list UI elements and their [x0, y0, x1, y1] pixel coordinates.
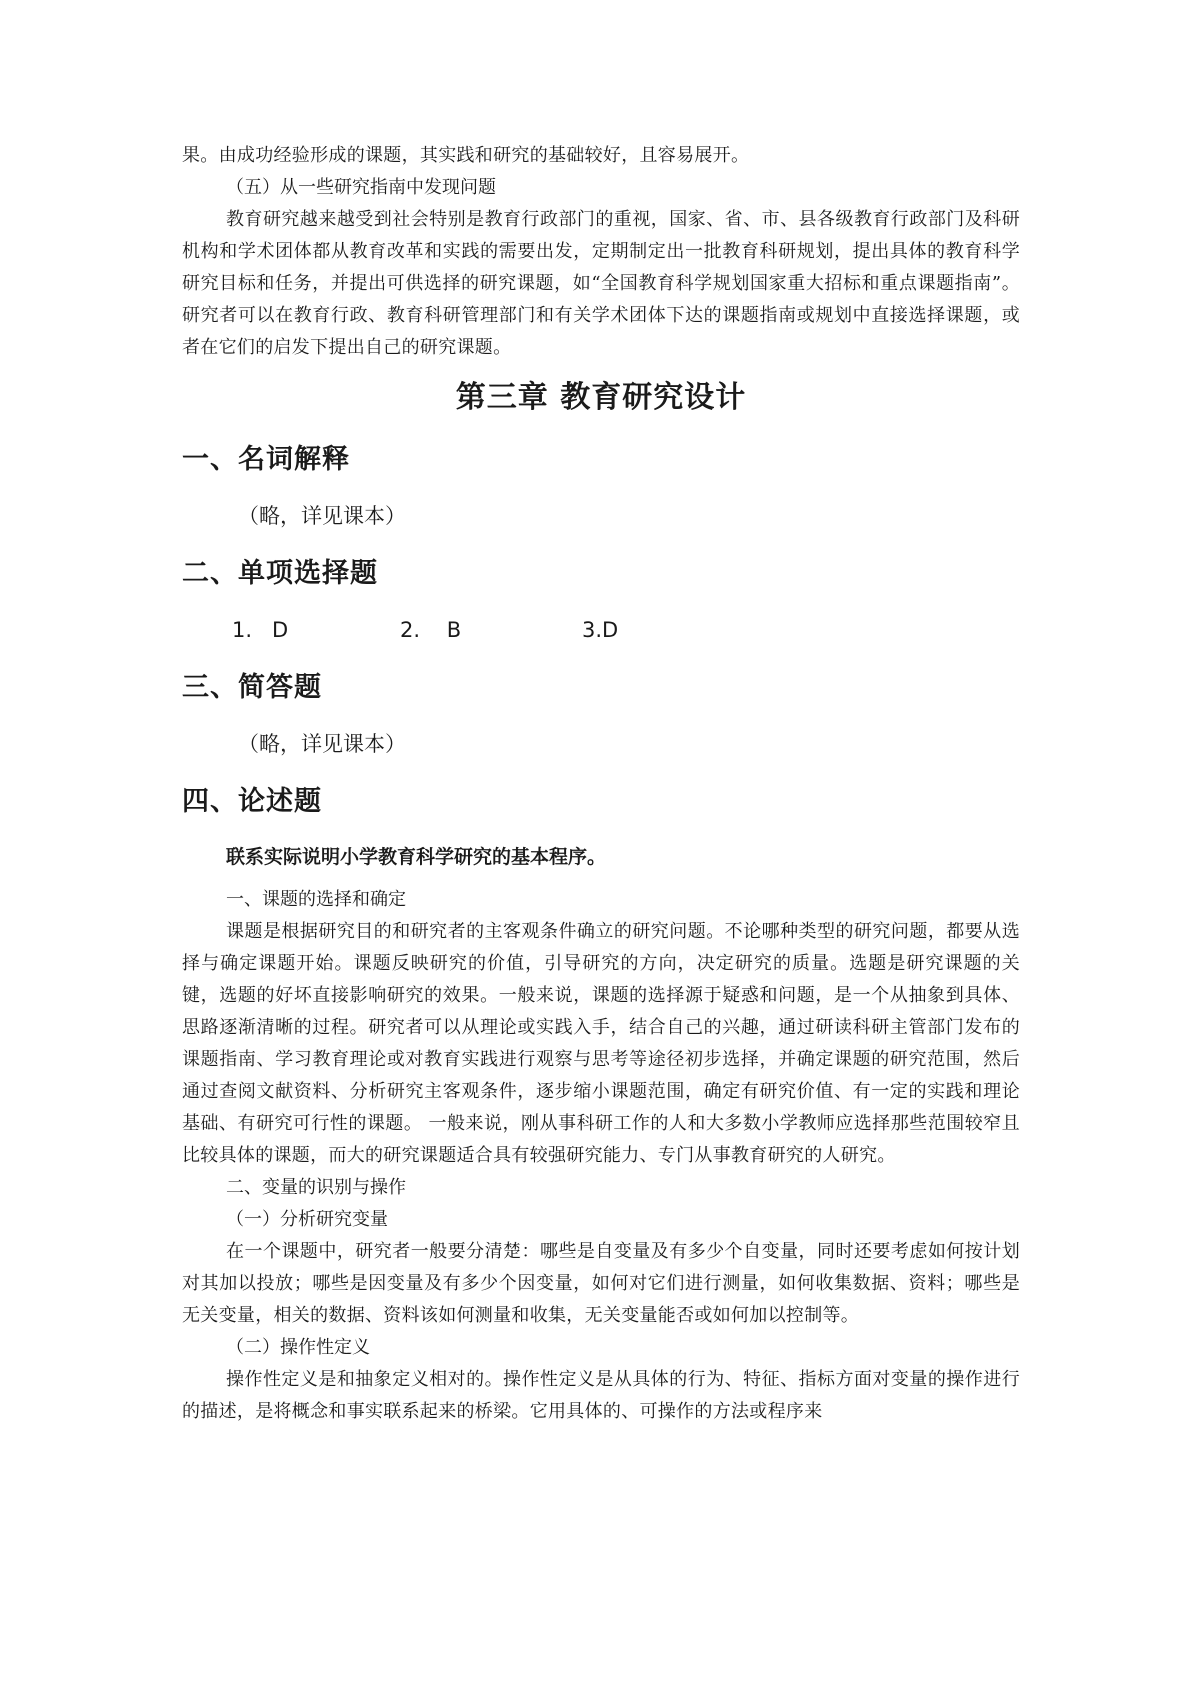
- answer-list: [182, 612, 1020, 648]
- intro-paragraph: 教育研究越来越受到社会特别是教育行政部门的重视，国家、省、市、县各级教育行政部门及科研机构和学术团体都从教育改革和实践的需要出发，定期制定出一批教育科研规划，提出具体的教育科学研究目标和任务，并提出可供选择的研究课题，如“全国教育科学规划国家重大招标和重点课题指南”。研究者可以在教育行政、教育科研管理部门和有关学术团体下达的课题指南或规划中直接选择课题，或者在它们的启发下提出自己的研究课题。: [182, 209, 1020, 358]
- essay-subheading-2-1: （一）分析研究变量: [226, 1209, 388, 1230]
- essay-heading-2: 二、变量的识别与操作: [226, 1177, 406, 1198]
- essay-subheading-2-2: （二）操作性定义: [226, 1337, 370, 1358]
- section-3-note: （略，详见课本）: [238, 732, 406, 756]
- answer-2: 2. B: [400, 618, 462, 642]
- essay-paragraph-3: 操作性定义是和抽象定义相对的。操作性定义是从具体的行为、特征、指标方面对变量的操作进行的描述，是将概念和事实联系起来的桥梁。它用具体的、可操作的方法或程序来: [182, 1369, 1020, 1422]
- section-1-note: （略，详见课本）: [238, 504, 406, 528]
- section-4-title: 四、论述题: [182, 786, 322, 817]
- answer-1: 1. D: [232, 618, 289, 642]
- answer-3: 3.D: [582, 618, 619, 642]
- essay-question: 联系实际说明小学教育科学研究的基本程序。: [226, 846, 607, 868]
- essay-heading-1: 一、课题的选择和确定: [226, 889, 406, 910]
- document-page: [182, 140, 1020, 1428]
- intro-line: 果。由成功经验形成的课题，其实践和研究的基础较好，且容易展开。: [182, 145, 750, 166]
- section-1-title: 一、名词解释: [182, 444, 350, 475]
- essay-paragraph-2: 在一个课题中，研究者一般要分清楚：哪些是自变量及有多少个自变量，同时还要考虑如何按计划对其加以投放；哪些是因变量及有多少个因变量，如何对它们进行测量，如何收集数据、资料；哪些是无关变量，相关的数据、资料该如何测量和收集，无关变量能否或如何加以控制等。: [182, 1241, 1020, 1326]
- section-3-title: 三、简答题: [182, 672, 322, 703]
- subheading-5: （五）从一些研究指南中发现问题: [226, 177, 496, 198]
- chapter-title: 第三章 教育研究设计: [455, 380, 747, 415]
- section-2-title: 二、单项选择题: [182, 558, 378, 589]
- essay-paragraph-1: 课题是根据研究目的和研究者的主客观条件确立的研究问题。不论哪种类型的研究问题，都要从选择与确定课题开始。课题反映研究的价值，引导研究的方向，决定研究的质量。选题是研究课题的关键，选题的好坏直接影响研究的效果。一般来说，课题的选择源于疑惑和问题，是一个从抽象到具体、思路逐渐清晰的过程。研究者可以从理论或实践入手，结合自己的兴趣，通过研读科研主管部门发布的课题指南、学习教育理论或对教育实践进行观察与思考等途径初步选择，并确定课题的研究范围，然后通过查阅文献资料、分析研究主客观条件，逐步缩小课题范围，确定有研究价值、有一定的实践和理论基础、有研究可行性的课题。 一般来说，刚从事科研工作的人和大多数小学教师应选择那些范围较窄且比较具体的课题，而大的研究课题适合具有较强研究能力、专门从事教育研究的人研究。: [182, 921, 1020, 1166]
